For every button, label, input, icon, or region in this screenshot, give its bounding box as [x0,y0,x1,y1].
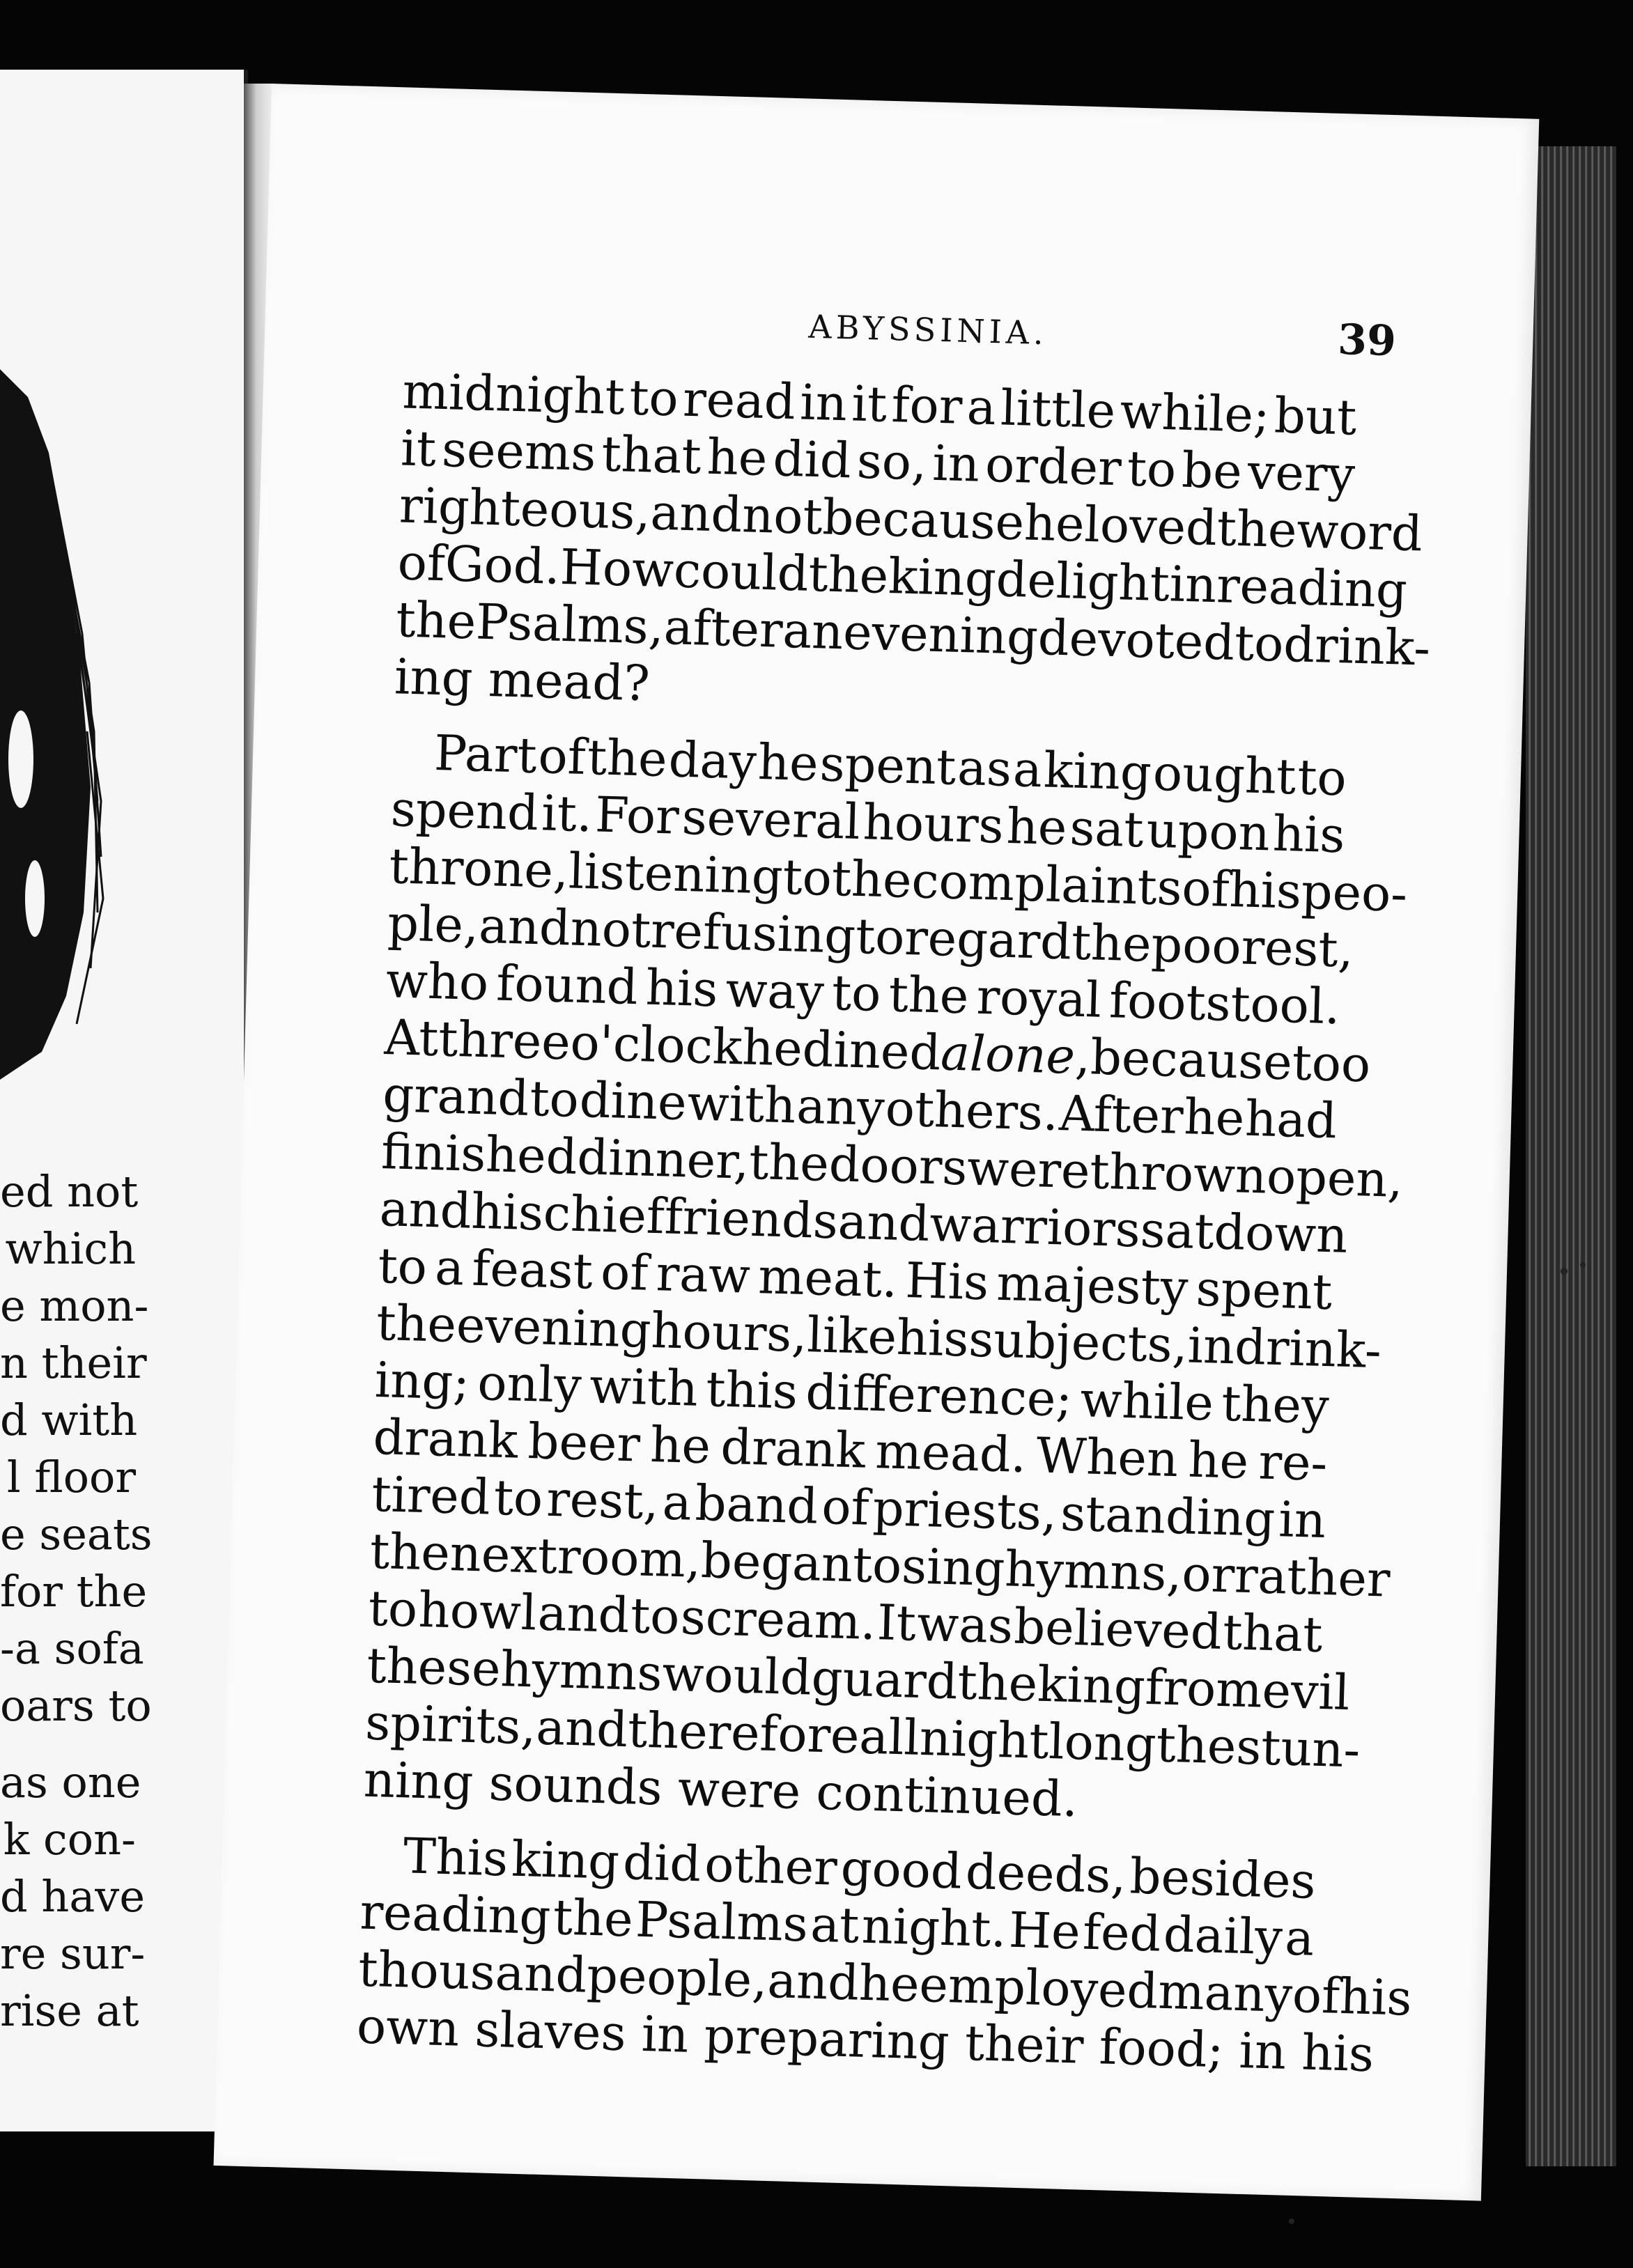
word: dine [578,1071,688,1132]
word: This [402,1827,509,1888]
word: king [1037,1655,1146,1716]
word: poorest, [1150,915,1354,979]
word: while [1079,1371,1214,1432]
word: regard [904,908,1073,971]
word: beer [527,1413,642,1473]
word: their [963,2014,1085,2075]
word: upon [1145,801,1271,862]
word: When [1035,1427,1179,1489]
word: raw [655,1245,752,1305]
word: these [366,1636,502,1698]
word: the [1155,1716,1237,1776]
word: as [957,738,1013,798]
word: down [1213,1203,1349,1264]
word: because [821,488,1026,552]
word: the [957,1653,1039,1713]
word: his [1228,860,1303,920]
word: a [1284,1909,1315,1967]
word: own [356,1997,461,2058]
word: chief [542,1184,666,1245]
word: the [888,965,970,1025]
word: believed [1013,1597,1223,1661]
word: therefore [626,1701,860,1765]
left-text-line: ed not [0,1166,139,1217]
word: drank [372,1408,519,1470]
word: to [630,1587,681,1646]
word: doors [828,1135,968,1197]
word: Psalms, [475,593,665,656]
word: rather [1233,1546,1391,1608]
word: peo- [1300,862,1409,923]
word: the [748,1133,830,1193]
word: too [1291,1034,1372,1094]
running-head: ABYSSINIA. [807,307,1048,352]
word: or [1181,1545,1236,1604]
word: food; [1098,2018,1225,2079]
word: re- [1257,1433,1329,1493]
word: long [1048,1713,1157,1773]
word: reading [1216,557,1408,619]
word: began [700,1532,854,1594]
word: and [536,1584,630,1645]
word: sounds [488,1754,663,1817]
word: evil [1261,1661,1351,1722]
word: the [369,1522,451,1582]
word: to [1234,614,1285,673]
word: several [681,788,861,850]
word: hymns [500,1640,663,1702]
word: were [676,1760,802,1821]
word: evening [455,1296,652,1359]
word: midnight [401,362,626,426]
word: priests, [872,1479,1058,1542]
word: His [904,1252,990,1312]
word: to [851,1536,903,1595]
word: the [807,545,890,605]
word: to [377,1236,428,1296]
word: night. [860,1897,1007,1959]
left-text-line: l floor [6,1452,136,1502]
left-text-line: e mon- [0,1280,149,1331]
word: his [1301,2024,1375,2083]
word: he [1005,797,1068,857]
body-text [356,362,1432,2083]
word: footstool. [1108,972,1341,1036]
word: be [1181,441,1243,501]
word: tired [371,1465,491,1526]
word: very [1246,443,1356,504]
word: that [601,425,702,486]
word: he [1187,1431,1250,1490]
word: daily [1162,1905,1283,1966]
word: king [1043,741,1152,802]
word: listening [568,842,784,906]
word: because [1090,1028,1293,1092]
left-text-line: e seats [0,1509,153,1560]
left-text-line: re sur- [0,1928,146,1979]
word: order [984,435,1122,497]
word: the [1216,499,1298,559]
word: besides [1129,1847,1317,1910]
word: of [821,1477,870,1537]
word: thousand [357,1940,588,2004]
page-number: 39 [1337,315,1397,366]
word: of [1181,859,1230,918]
word: the [376,1294,458,1354]
word: sat [1069,799,1145,859]
word: with [589,1357,699,1418]
word: drink- [1283,615,1432,677]
word: rest, [545,1470,660,1531]
left-text-line: d have [0,1871,146,1922]
word: way [725,961,825,1021]
word: warriors [929,1195,1141,1259]
word: king [888,547,997,608]
word: righteous, [398,476,651,541]
left-page [0,70,248,2131]
word: it [400,419,438,478]
word: room, [556,1528,702,1590]
word: they [1221,1374,1330,1436]
word: the [1070,913,1152,973]
word: of [396,534,447,593]
word: mead? [487,651,651,713]
word: open, [1266,1147,1404,1209]
word: it [851,375,888,433]
word: found [495,954,639,1016]
word: He [1008,1901,1081,1961]
word: he [1023,494,1085,553]
word: thrown [1089,1142,1268,1205]
left-text-line: as one [0,1757,141,1808]
word: after [663,598,784,659]
word: in [1278,1491,1327,1550]
word: from [1144,1658,1263,1719]
word: in [799,373,848,433]
word: finished [380,1123,578,1186]
word: his [895,1308,970,1368]
left-text-line: for the [0,1566,148,1617]
word: to [854,907,906,966]
word: slaves [474,2001,627,2063]
word: to [493,1468,544,1528]
word: did [622,1833,702,1893]
left-text-line: k con- [3,1814,136,1865]
word: and [766,1951,860,2012]
word: delight [995,550,1170,613]
left-text-line: n their [0,1337,147,1388]
word: hymns, [1004,1540,1183,1603]
word: his [1338,1967,1413,2027]
word: it. [541,784,594,844]
word: band [694,1474,819,1535]
word: night [918,1709,1050,1771]
word: read [682,370,796,431]
word: did [772,430,852,490]
word: had [1244,1089,1338,1150]
engraving-illustration [0,369,105,1080]
word: word [1296,502,1423,563]
word: at [810,1895,860,1955]
word: not [741,486,823,546]
word: For [594,786,680,846]
word: grand [382,1066,530,1127]
word: he [706,428,768,488]
word: so, [856,432,928,492]
word: hours [862,793,1005,855]
word: refusing [649,901,857,965]
word: like [806,1306,898,1366]
left-page-text [0,1163,153,2040]
word: It [876,1594,917,1652]
word: the [552,1888,634,1948]
word: and [649,483,743,544]
word: ning [362,1750,474,1812]
word: and [478,896,571,957]
word: evening [842,603,1039,667]
word: the [830,849,913,910]
word: At [383,1009,440,1068]
word: little [1000,379,1117,440]
speck [1580,1262,1586,1268]
word: and [378,1179,472,1240]
word: devoted [1037,609,1236,671]
word: drank [720,1418,867,1479]
word: to [831,963,882,1023]
word: day [667,731,758,791]
word: he [757,733,819,793]
word: ought [1152,744,1297,806]
word: stun- [1235,1718,1361,1779]
word: royal [975,968,1103,1029]
word: to [367,1579,419,1638]
word: fed [1082,1903,1162,1963]
word: guard [810,1649,959,1711]
word: employed [918,1956,1159,2020]
word: alone, [940,1024,1092,1086]
word: mead. [874,1422,1028,1484]
word: ple, [387,894,480,954]
word: drink- [1234,1318,1382,1380]
word: in [931,434,981,493]
word: Part [433,724,538,784]
word: ing; [373,1351,471,1411]
word: hours, [650,1301,808,1364]
word: who [385,952,490,1012]
word: in [1168,555,1218,614]
word: only [477,1353,582,1415]
word: difference; [805,1363,1074,1428]
word: a [434,1238,465,1297]
left-text-line: oars to [0,1680,152,1731]
word: spent [819,735,957,796]
word: to [782,848,833,907]
word: subjects, [968,1310,1189,1374]
word: any [796,1077,885,1137]
word: throne, [388,837,570,900]
word: in [1238,2021,1287,2081]
word: dined [801,1020,942,1082]
word: this [705,1360,799,1420]
word: a [661,1473,692,1532]
word: all [858,1707,921,1766]
left-text-line: d with [0,1395,138,1445]
word: were [966,1139,1091,1200]
left-text-line: rise at [0,1985,139,2036]
word: in [640,2005,690,2064]
speck [1289,2219,1294,2224]
word: he [649,1415,712,1475]
word: spend [389,780,540,842]
word: king [511,1830,621,1890]
word: deeds, [964,1842,1127,1905]
word: was [916,1594,1014,1655]
word: to [1126,440,1177,499]
word: an [782,601,844,661]
word: good [839,1839,963,1900]
word: many [1157,1962,1294,2024]
word: continued. [815,1763,1079,1828]
word: howl [417,1580,538,1642]
word: people, [586,1946,768,2009]
word: sing [901,1537,1006,1598]
word: not [569,899,652,959]
word: other [704,1835,838,1897]
word: majesty [996,1254,1189,1317]
word: to [1297,748,1347,807]
word: How [559,538,675,599]
word: seems [441,421,597,483]
word: preparing [703,2007,950,2072]
word: loved [1083,495,1218,557]
word: a [1012,740,1044,799]
word: spirits, [364,1693,537,1756]
word: his [470,1182,545,1242]
page-edges [1526,146,1616,2166]
word: of [537,727,587,786]
word: God. [444,535,562,596]
word: could [672,541,810,603]
word: scream. [679,1588,877,1652]
word: three [438,1010,571,1071]
word: After [1058,1085,1184,1146]
word: reading [359,1883,552,1946]
word: standing [1060,1484,1276,1548]
word: of [600,1243,649,1302]
word: he [858,1954,920,2014]
word: to [529,1069,580,1128]
word: to [628,368,679,428]
word: o'clock [569,1013,743,1076]
left-text-line: which [5,1223,136,1274]
word: spent [1195,1259,1333,1321]
word: for [890,376,963,435]
word: his [644,958,719,1018]
word: Psalms [635,1890,809,1953]
word: dinner, [576,1128,750,1190]
word: his [1271,805,1346,864]
word: the [586,729,668,789]
word: ing [394,648,474,708]
right-page [214,84,1540,2201]
word: he [741,1018,803,1078]
word: the [395,591,477,651]
word: in [1186,1316,1236,1376]
speck [1561,1268,1568,1275]
word: next [449,1524,559,1585]
word: would [661,1645,812,1707]
word: he [1183,1088,1246,1147]
word: others. [884,1080,1060,1142]
word: that [1222,1603,1324,1663]
word: friends [663,1188,839,1250]
word: while; [1119,382,1271,444]
word: and [837,1193,931,1252]
word: but [1274,387,1358,446]
word: of [1291,1966,1341,2025]
word: sat [1139,1201,1215,1261]
word: and [535,1698,629,1759]
word: with [686,1074,797,1135]
word: a [966,378,997,437]
word: feast [471,1239,594,1300]
word: meat. [757,1248,899,1309]
word: complaints [911,852,1183,917]
left-text-line: -a sofa [0,1623,144,1674]
